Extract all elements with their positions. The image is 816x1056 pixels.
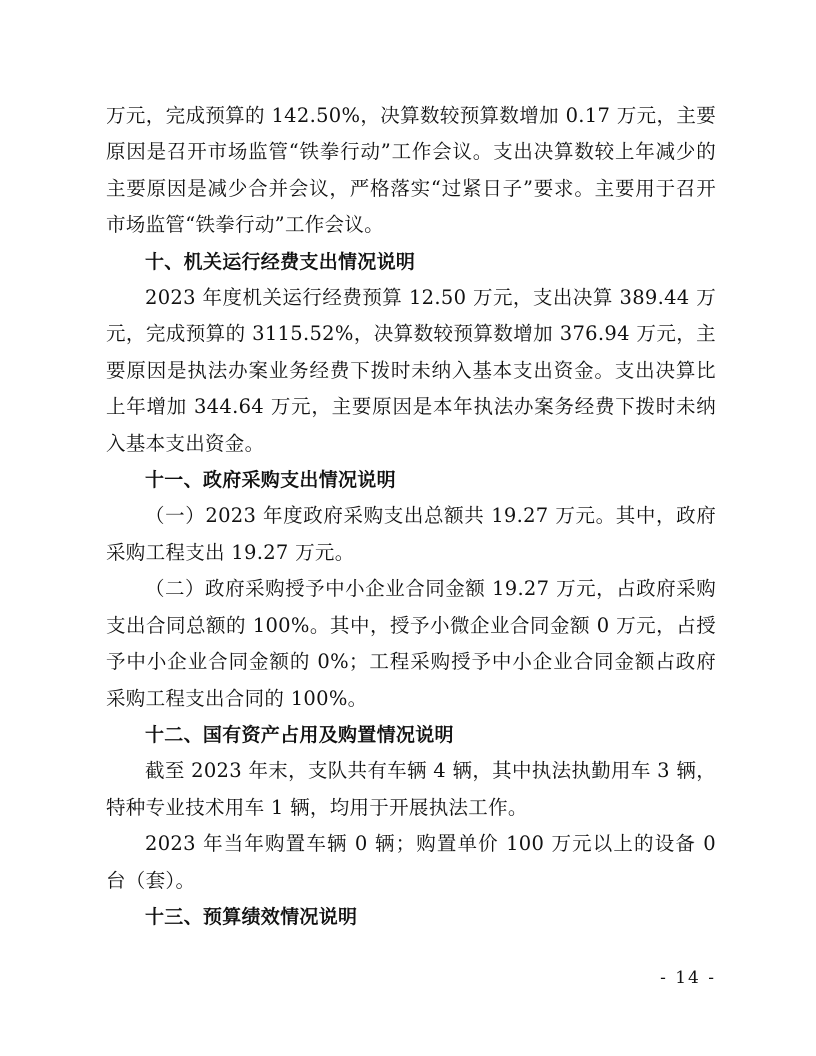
- paragraph-procurement-total: （一）2023 年度政府采购支出总额共 19.27 万元。其中，政府采购工程支出 19.27 万元。: [106, 504, 716, 564]
- paragraph-vehicles: 截至 2023 年末，支队共有车辆 4 辆，其中执法执勤用车 3 辆，特种专业技术用车 1 辆，均用于开展执法工作。: [106, 759, 716, 819]
- paragraph-operating-expenses: 2023 年度机关运行经费预算 12.50 万元，支出决算 389.44 万元，完成预算的 3115.52%，决算数较预算数增加 376.94 万元，主要原因是执法办案业务经费下拨时未纳入基本支出资金。支出决算比上年增加 344.64 万元，主要原因是本年执法办案务经费下拨时未纳入基本支出资金。: [106, 286, 716, 455]
- paragraph-meeting-fees-continued: 万元，完成预算的 142.50%，决算数较预算数增加 0.17 万元，主要原因是召开市场监管“铁拳行动”工作会议。支出决算数较上年减少的主要原因是减少合并会议，严格落实“过紧日子”要求。主要用于召开市场监管“铁拳行动”工作会议。: [106, 104, 716, 237]
- paragraph-procurement-sme: （二）政府采购授予中小企业合同金额 19.27 万元，占政府采购支出合同总额的 100%。其中，授予小微企业合同金额 0 万元，占授予中小企业合同金额的 0%；工程采购授予中小企业合同金额占政府采购工程支出合同的 100%。: [106, 577, 716, 710]
- document-body: [106, 98, 716, 935]
- section-heading-11: 十一、政府采购支出情况说明: [145, 469, 396, 492]
- page-number: - 14 -: [660, 968, 716, 988]
- section-heading-12: 十二、国有资产占用及购置情况说明: [145, 723, 454, 746]
- section-heading-13: 十三、预算绩效情况说明: [145, 905, 358, 928]
- paragraph-purchases: 2023 年当年购置车辆 0 辆；购置单价 100 万元以上的设备 0 台（套）。: [106, 832, 716, 892]
- section-heading-10: 十、机关运行经费支出情况说明: [145, 250, 416, 273]
